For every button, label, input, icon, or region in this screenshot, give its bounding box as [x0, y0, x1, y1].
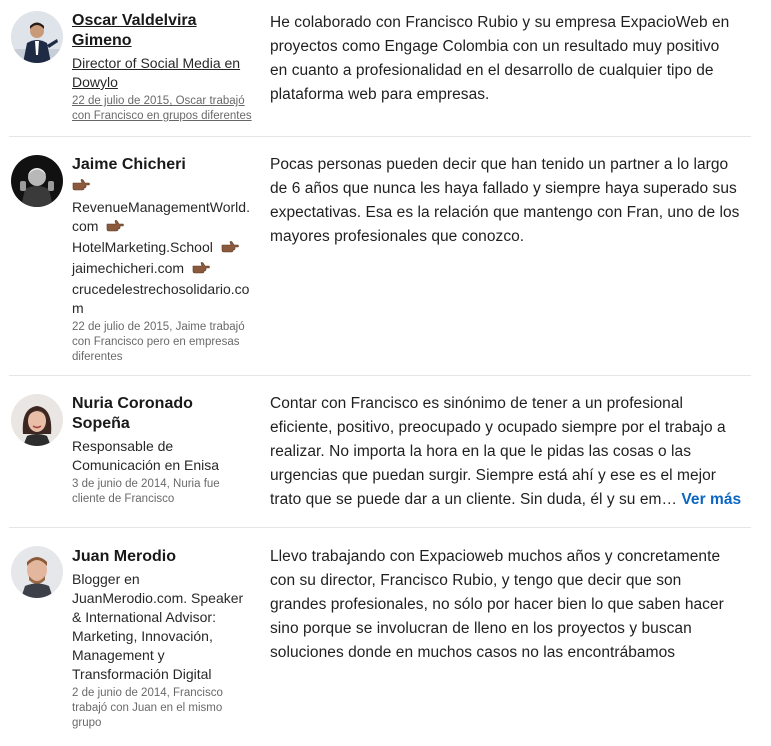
recommendation-text [270, 392, 745, 512]
member-name[interactable]: Nuria Coronado Sopeña [72, 395, 193, 432]
text-line: soluciones donde en muchos casos no las encontrábamos [270, 644, 676, 661]
avatar[interactable] [11, 546, 63, 598]
recommendation-text [270, 153, 745, 249]
headline-part: m [72, 300, 84, 316]
text-line: Contar con Francisco es sinónimo de tener a un profesional [270, 395, 684, 412]
recommendation-item [9, 0, 751, 137]
member-info [72, 547, 252, 731]
member-headline: Blogger en JuanMerodio.com. Speaker & International Advisor: Marketing, Innovación, Management y Transformación Digital [72, 571, 244, 682]
text-line: plataforma web para empresas. [270, 86, 490, 103]
text-line: proyectos como Engage Colombia con un resultado muy positivo [270, 38, 720, 55]
text-line: con su director, Francisco Rubio, y tengo que decir que son [270, 572, 682, 589]
text-line: mayores profesionales que conozco. [270, 228, 525, 245]
member-info [72, 155, 252, 365]
headline-part: crucedelestrechosolidario.co [72, 281, 250, 297]
truncated-text: trato que se puede dar a un cliente. Sin duda, él y su em… [270, 491, 678, 508]
avatar[interactable] [11, 155, 63, 207]
backhand-index-pointing-right-icon [221, 240, 239, 259]
avatar[interactable] [11, 394, 63, 446]
member-headline[interactable] [72, 178, 252, 318]
text-line: grandes profesionales, no sólo por hacer bien lo que saben hacer [270, 596, 724, 613]
recommendation-text [270, 545, 745, 665]
recommendation-date[interactable]: 22 de julio de 2015, Oscar trabajó con Francisco en grupos diferentes [72, 95, 252, 122]
backhand-index-pointing-right-icon [106, 219, 124, 238]
member-info [72, 394, 252, 507]
member-name[interactable]: Jaime Chicheri [72, 156, 186, 173]
text-line: He colaborado con Francisco Rubio y su empresa ExpacioWeb en [270, 14, 730, 31]
recommendation-item [9, 376, 751, 528]
member-name[interactable]: Oscar Valdelvira Gimeno [72, 12, 197, 49]
headline-part: jaimechicheri.com [72, 260, 185, 276]
recommendation-text [270, 11, 745, 107]
text-line: de 6 años que nunca les haya fallado y siempre haya superado sus [270, 180, 737, 197]
text-line: urgencias que puedan surgir. Siempre está ahí y ese es el mejor [270, 467, 717, 484]
headline-part: RevenueManagementWorld. [72, 199, 250, 215]
headline-part: HotelMarketing.School [72, 239, 213, 255]
backhand-index-pointing-right-icon [72, 178, 252, 197]
recommendation-item [9, 137, 751, 376]
text-line: sino porque se involucran de lleno en los proyectos y buscan [270, 620, 692, 637]
see-more-link[interactable]: Ver más [681, 491, 742, 508]
text-line: expectativas. Esa es la relación que mantengo con Fran, uno de los [270, 204, 740, 221]
member-headline[interactable]: Director of Social Media en Dowylo [72, 55, 241, 90]
text-line: en cuanto a profesionalidad en el desarrollo de cualquier tipo de [270, 62, 714, 79]
text-line: eficiente, positivo, preocupado y ocupado siempre por el trabajo a [270, 419, 726, 436]
member-name[interactable]: Juan Merodio [72, 548, 177, 565]
recommendation-date: 22 de julio de 2015, Jaime trabajó con Francisco pero en empresas diferentes [72, 321, 245, 363]
recommendation-date: 2 de junio de 2014, Francisco trabajó con Juan en el mismo grupo [72, 687, 223, 729]
text-line [270, 488, 745, 512]
avatar[interactable] [11, 11, 63, 63]
headline-part: com [72, 218, 99, 234]
recommendation-item [9, 528, 751, 746]
text-line: Llevo trabajando con Expacioweb muchos años y concretamente [270, 548, 721, 565]
member-headline: Responsable de Comunicación en Enisa [72, 438, 220, 473]
text-line: realizar. No importa la hora en la que le pidas las cosas o las [270, 443, 692, 460]
text-line: Pocas personas pueden decir que han tenido un partner a lo largo [270, 156, 729, 173]
backhand-index-pointing-right-icon [192, 261, 210, 280]
member-info [72, 11, 252, 124]
recommendation-date: 3 de junio de 2014, Nuria fue cliente de Francisco [72, 478, 220, 505]
